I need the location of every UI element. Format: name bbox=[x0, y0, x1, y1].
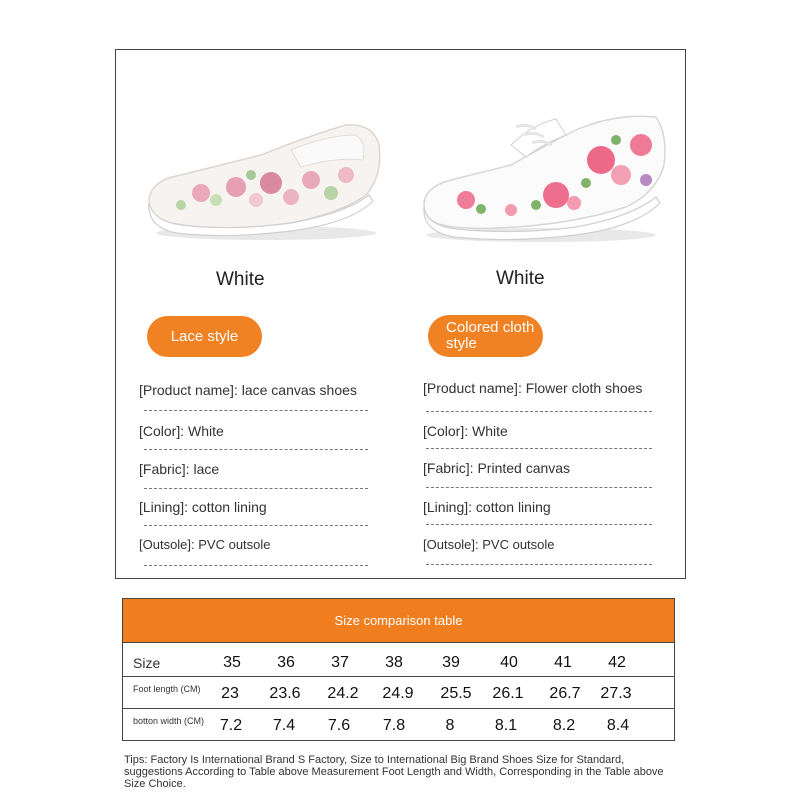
table-cell: 8.2 bbox=[552, 717, 576, 734]
size-tips-text: Tips: Factory Is International Brand S Factory, Size to International Big Brand Shoes Size for Standard, suggestions According to Table above Measurement Foot Length and Width, Corresponding in the Table above Size Choice. bbox=[124, 754, 664, 790]
lace-divider bbox=[144, 410, 368, 411]
table-cell: 7.4 bbox=[272, 717, 296, 734]
table-cell: 7.6 bbox=[327, 717, 351, 734]
flower-spec-outsole: [Outsole]: PVC outsole bbox=[423, 537, 555, 552]
lace-divider bbox=[144, 525, 368, 526]
table-cell: 26.1 bbox=[492, 685, 524, 702]
lace-style-badge: Lace style bbox=[147, 316, 262, 357]
table-cell: 25.5 bbox=[440, 685, 472, 702]
foot-length-row-label: Foot length (CM) bbox=[133, 684, 201, 694]
table-cell: 40 bbox=[500, 654, 518, 671]
lace-color-label: White bbox=[216, 269, 265, 290]
table-cell: 8.4 bbox=[606, 717, 630, 734]
flower-spec-color: [Color]: White bbox=[423, 423, 508, 439]
table-divider bbox=[123, 708, 674, 709]
bottom-width-row-label: botton width (CM) bbox=[133, 716, 205, 726]
flower-spec-product-name: [Product name]: Flower cloth shoes bbox=[423, 380, 643, 396]
table-cell: 37 bbox=[331, 654, 349, 671]
flower-divider bbox=[426, 487, 652, 488]
table-cell: 26.7 bbox=[549, 685, 581, 702]
table-cell: 27.3 bbox=[600, 685, 632, 702]
flower-divider bbox=[426, 564, 652, 565]
flower-divider bbox=[426, 411, 652, 412]
table-cell: 36 bbox=[277, 654, 295, 671]
flower-divider bbox=[426, 524, 652, 525]
lace-shoe-image bbox=[141, 105, 391, 245]
table-cell: 23 bbox=[221, 685, 239, 702]
lace-divider bbox=[144, 449, 368, 450]
flower-spec-lining: [Lining]: cotton lining bbox=[423, 499, 551, 515]
product-panel bbox=[115, 49, 686, 579]
table-cell: 24.9 bbox=[382, 685, 414, 702]
lace-spec-color: [Color]: White bbox=[139, 423, 224, 439]
table-cell: 39 bbox=[442, 654, 460, 671]
table-divider bbox=[123, 642, 674, 643]
table-cell: 23.6 bbox=[269, 685, 301, 702]
flower-divider bbox=[426, 448, 652, 449]
size-comparison-table bbox=[122, 598, 675, 741]
flower-style-badge: Colored cloth style bbox=[428, 315, 543, 357]
table-cell: 38 bbox=[385, 654, 403, 671]
flower-cloth-shoe-image bbox=[416, 105, 671, 245]
table-cell: 41 bbox=[554, 654, 572, 671]
table-cell: 7.2 bbox=[219, 717, 243, 734]
table-cell: 7.8 bbox=[382, 717, 406, 734]
table-cell: 24.2 bbox=[327, 685, 359, 702]
lace-divider bbox=[144, 488, 368, 489]
lace-spec-fabric: [Fabric]: lace bbox=[139, 461, 220, 477]
size-row-label: Size bbox=[133, 655, 161, 671]
table-divider bbox=[123, 676, 674, 677]
flower-color-label: White bbox=[496, 268, 545, 289]
lace-divider bbox=[144, 565, 368, 566]
lace-spec-product-name: [Product name]: lace canvas shoes bbox=[139, 382, 357, 398]
size-table-title: Size comparison table bbox=[123, 599, 674, 642]
table-cell: 35 bbox=[223, 654, 241, 671]
table-cell: 8.1 bbox=[494, 717, 518, 734]
table-cell: 8 bbox=[445, 717, 455, 734]
lace-spec-outsole: [Outsole]: PVC outsole bbox=[139, 537, 271, 552]
lace-spec-lining: [Lining]: cotton lining bbox=[139, 499, 267, 515]
flower-spec-fabric: [Fabric]: Printed canvas bbox=[423, 460, 571, 476]
table-cell: 42 bbox=[608, 654, 626, 671]
